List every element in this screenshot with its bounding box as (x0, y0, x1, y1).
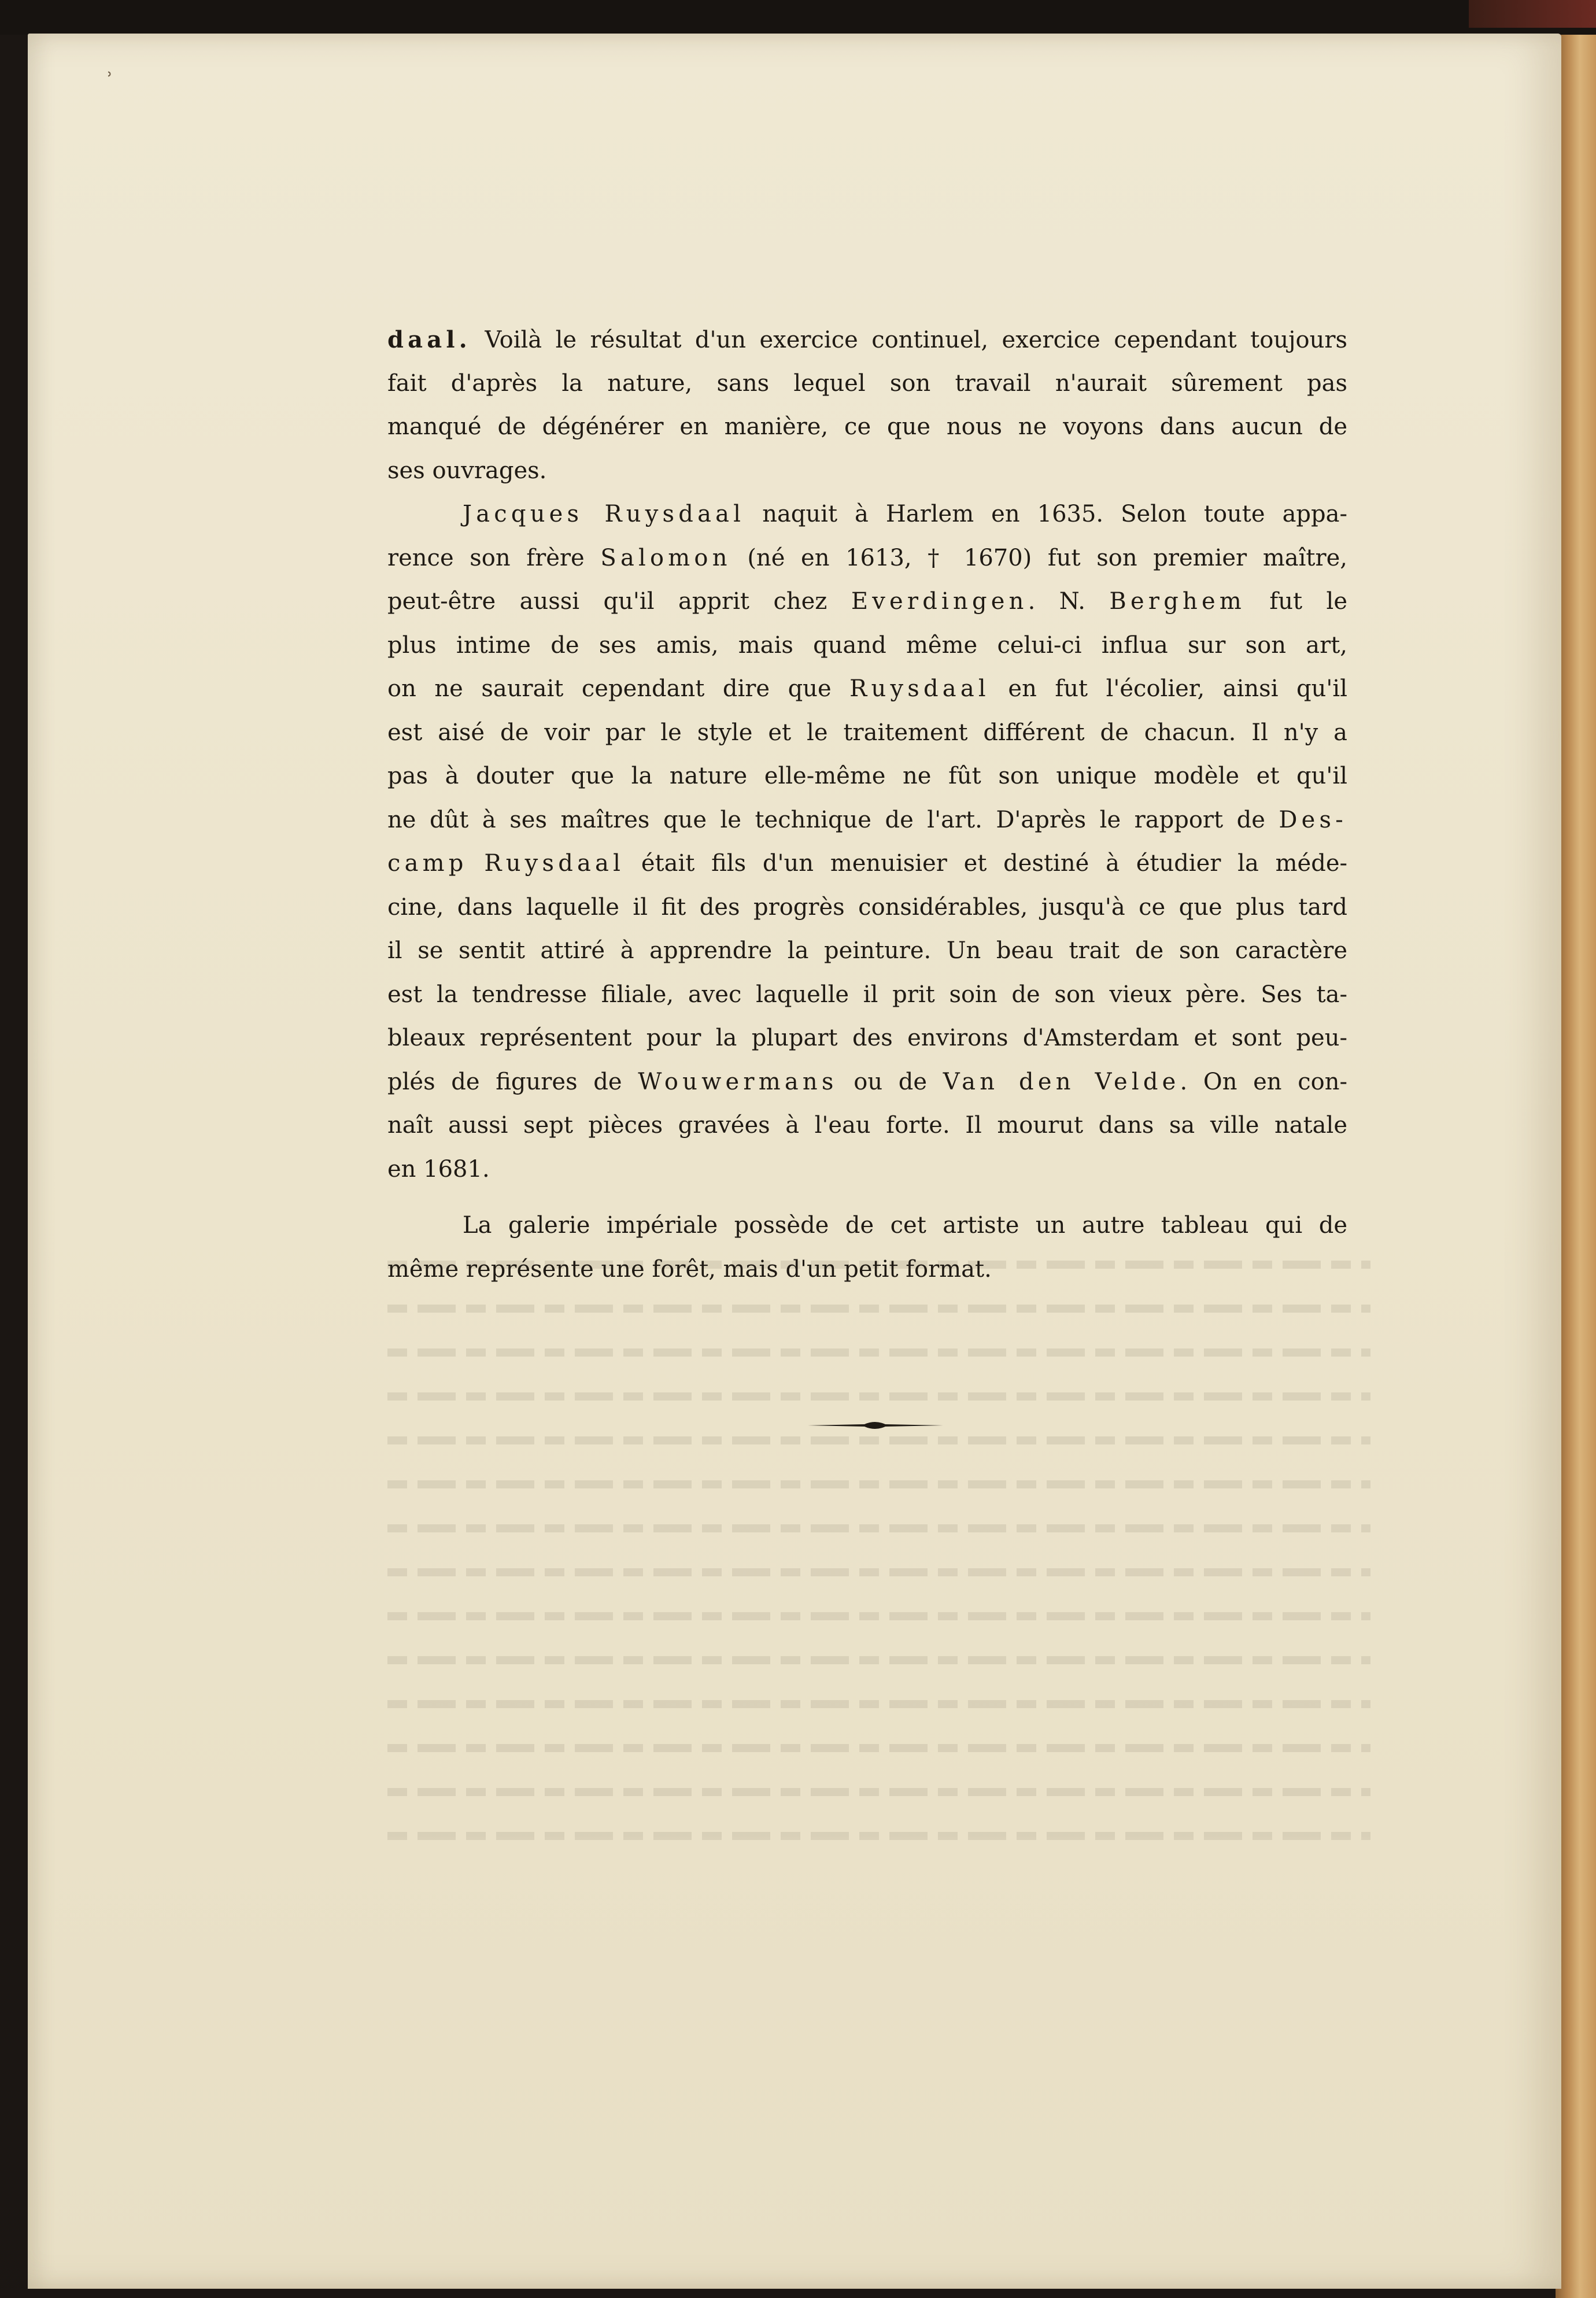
text-line: La galerie impériale possède de cet artiste un autre tableau qui de (463, 1212, 1347, 1239)
end-ornament-icon (807, 1418, 943, 1432)
line-text: était fils d'un menuisier et destiné à étudier la méde- (625, 850, 1348, 877)
person-name: Van den Velde (943, 1068, 1180, 1095)
person-name: Jacques Ruysdaal (463, 501, 745, 527)
person-name: Berghem (1109, 588, 1246, 615)
text-line (387, 667, 1347, 711)
text-line: pas à douter que la nature elle-même ne fût son unique modèle et qu'il (387, 763, 1347, 789)
line-text: . N. (1028, 588, 1110, 615)
line-text: naquit à Harlem en 1635. Selon toute appa- (745, 501, 1347, 527)
person-name: camp (387, 850, 468, 877)
line-text: fut le (1245, 588, 1347, 615)
text-line (387, 1061, 1347, 1104)
person-name: Des- (1279, 806, 1347, 833)
person-name: Ruysdaal (849, 675, 990, 702)
person-name: Salomon (600, 544, 732, 571)
line-text: rence son frère (387, 544, 601, 571)
text-line (387, 318, 1347, 362)
body-text (387, 318, 1347, 1291)
text-line: est aisé de voir par le style et le traitement différent de chacun. Il n'y a (387, 719, 1347, 746)
text-line: cine, dans laquelle il fit des progrès considérables, jusqu'à ce que plus tard (387, 893, 1347, 921)
text-line: naît aussi sept pièces gravées à l'eau forte. Il mourut dans sa ville natale (387, 1112, 1347, 1139)
line-text: ou de (837, 1068, 943, 1095)
line-text: en fut l'écolier, ainsi qu'il (989, 675, 1348, 702)
line-text: ne dût à ses maîtres que le technique de l'art. D'après le rapport de (387, 806, 1279, 833)
paper-speck: ˒ (107, 64, 113, 87)
book-spine-band (1469, 0, 1596, 28)
text-line (387, 493, 1347, 537)
text-line (387, 580, 1347, 624)
person-name: Wouwermans (638, 1068, 838, 1095)
text-line (387, 537, 1347, 581)
person-name: Ruysdaal (484, 850, 625, 877)
line-text: Voilà le résultat d'un exercice continuel, exercice cependant toujours (471, 327, 1347, 353)
text-line: ses ouvrages. (387, 457, 547, 484)
text-line: manqué de dégénérer en manière, ce que nous ne voyons dans aucun de (387, 413, 1347, 440)
text-line: bleaux représentent pour la plupart des environs d'Amsterdam et sont peu- (387, 1025, 1347, 1051)
line-text (468, 850, 485, 877)
person-name: Everdingen (851, 588, 1028, 615)
line-text: (né en 1613, † 1670) fut son premier maître, (731, 544, 1347, 571)
page-edge-stack (1556, 35, 1596, 2298)
paragraph-gap (387, 1191, 1347, 1204)
text-line: est la tendresse filiale, avec laquelle il prit soin de son vieux père. Ses ta- (387, 981, 1347, 1008)
text-line: en 1681. (387, 1155, 490, 1183)
line-text: plés de figures de (387, 1068, 638, 1095)
text-line: même représente une forêt, mais d'un petit format. (387, 1255, 992, 1283)
scan-top-border (0, 0, 1596, 35)
line-text: on ne saurait cependant dire que (387, 675, 850, 702)
text-line: fait d'après la nature, sans lequel son travail n'aurait sûrement pas (387, 370, 1347, 397)
text-line: plus intime de ses amis, mais quand même celui-ci influa sur son art, (387, 631, 1347, 659)
text-line (387, 842, 1347, 886)
text-line (387, 799, 1347, 843)
line-text: . On en con- (1180, 1068, 1348, 1095)
name-fragment: daal. (387, 326, 471, 353)
bleed-through-text (387, 1261, 1370, 1850)
line-text: peut-être aussi qu'il apprit chez (387, 588, 851, 615)
text-line: il se sentit attiré à apprendre la peinture. Un beau trait de son caractère (387, 937, 1347, 964)
